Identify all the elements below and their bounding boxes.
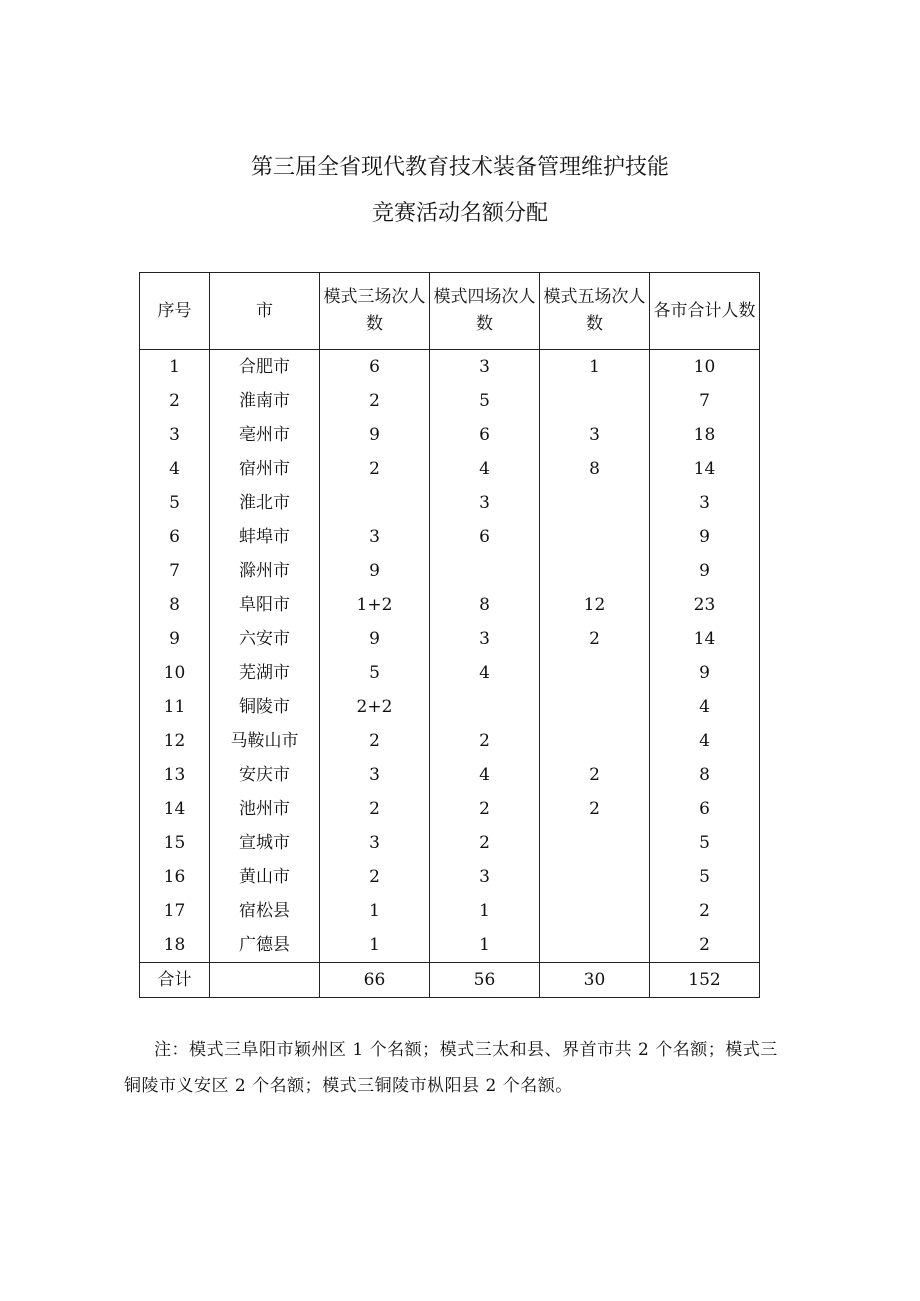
cell-mode5: 8 [540,452,650,486]
header-total: 各市合计人数 [650,273,760,350]
header-mode4: 模式四场次人数 [430,273,540,350]
cell-city: 阜阳市 [210,588,320,622]
cell-mode3: 1+2 [320,588,430,622]
table-row [140,554,760,588]
table-row [140,520,760,554]
cell-city: 淮南市 [210,384,320,418]
cell-city: 池州市 [210,792,320,826]
header-city: 市 [210,273,320,350]
table-row [140,384,760,418]
cell-total: 5 [650,826,760,860]
cell-total: 14 [650,622,760,656]
cell-total: 8 [650,758,760,792]
cell-mode5 [540,826,650,860]
cell-city: 黄山市 [210,860,320,894]
total-mode5: 30 [540,963,650,998]
cell-mode3: 2+2 [320,690,430,724]
cell-mode3 [320,486,430,520]
cell-index: 4 [140,452,210,486]
cell-mode5 [540,520,650,554]
cell-city: 铜陵市 [210,690,320,724]
cell-mode3: 1 [320,928,430,963]
table-row [140,860,760,894]
cell-total: 9 [650,554,760,588]
cell-index: 5 [140,486,210,520]
cell-total: 4 [650,690,760,724]
cell-mode4: 4 [430,656,540,690]
total-mode4: 56 [430,963,540,998]
table-row [140,894,760,928]
total-mode3: 66 [320,963,430,998]
total-row [140,963,760,998]
cell-index: 11 [140,690,210,724]
cell-index: 3 [140,418,210,452]
cell-mode5 [540,690,650,724]
cell-index: 16 [140,860,210,894]
total-label: 合计 [140,963,210,998]
table-row [140,758,760,792]
cell-index: 6 [140,520,210,554]
footnote: 注：模式三阜阳市颖州区 1 个名额；模式三太和县、界首市共 2 个名额；模式三铜陵市义安区 2 个名额；模式三铜陵市枞阳县 2 个名额。 [124,1040,778,1096]
cell-mode3: 3 [320,520,430,554]
cell-mode3: 5 [320,656,430,690]
cell-mode5: 3 [540,418,650,452]
cell-mode5: 1 [540,350,650,385]
cell-index: 18 [140,928,210,963]
table-row [140,588,760,622]
cell-city: 广德县 [210,928,320,963]
cell-mode3: 2 [320,792,430,826]
cell-mode3: 2 [320,384,430,418]
cell-index: 10 [140,656,210,690]
cell-mode3: 9 [320,622,430,656]
cell-mode5 [540,486,650,520]
cell-city: 亳州市 [210,418,320,452]
cell-total: 4 [650,724,760,758]
cell-index: 14 [140,792,210,826]
cell-mode5 [540,894,650,928]
cell-total: 14 [650,452,760,486]
cell-mode5: 12 [540,588,650,622]
cell-total: 18 [650,418,760,452]
cell-city: 马鞍山市 [210,724,320,758]
table-row [140,928,760,963]
cell-total: 3 [650,486,760,520]
cell-total: 9 [650,656,760,690]
cell-city: 安庆市 [210,758,320,792]
cell-mode3: 2 [320,860,430,894]
table-row [140,418,760,452]
cell-mode4: 1 [430,894,540,928]
header-mode3: 模式三场次人数 [320,273,430,350]
header-index: 序号 [140,273,210,350]
cell-mode3: 3 [320,758,430,792]
cell-mode3: 2 [320,724,430,758]
cell-total: 10 [650,350,760,385]
table-row [140,690,760,724]
cell-index: 13 [140,758,210,792]
cell-mode4: 5 [430,384,540,418]
quota-table [139,272,760,998]
cell-city: 淮北市 [210,486,320,520]
cell-mode5 [540,554,650,588]
cell-mode3: 2 [320,452,430,486]
table-header-row [140,273,760,350]
cell-mode5: 2 [540,758,650,792]
cell-mode5 [540,860,650,894]
cell-city: 芜湖市 [210,656,320,690]
cell-mode3: 1 [320,894,430,928]
cell-city: 六安市 [210,622,320,656]
cell-total: 2 [650,928,760,963]
cell-index: 9 [140,622,210,656]
cell-index: 1 [140,350,210,385]
cell-total: 23 [650,588,760,622]
table-row [140,452,760,486]
cell-city: 宿州市 [210,452,320,486]
document-title-line-1: 第三届全省现代教育技术装备管理维护技能 [250,155,669,180]
cell-mode4: 3 [430,622,540,656]
cell-total: 6 [650,792,760,826]
cell-mode3: 6 [320,350,430,385]
cell-mode5 [540,656,650,690]
cell-city: 蚌埠市 [210,520,320,554]
cell-mode4: 4 [430,758,540,792]
cell-mode4 [430,690,540,724]
cell-mode4: 6 [430,418,540,452]
header-mode5: 模式五场次人数 [540,273,650,350]
cell-mode4: 1 [430,928,540,963]
table-row [140,622,760,656]
cell-index: 15 [140,826,210,860]
cell-city: 合肥市 [210,350,320,385]
cell-mode3: 9 [320,554,430,588]
cell-city: 宿松县 [210,894,320,928]
cell-mode3: 3 [320,826,430,860]
cell-mode4: 3 [430,860,540,894]
table-row [140,826,760,860]
cell-mode5: 2 [540,622,650,656]
cell-total: 7 [650,384,760,418]
table-row [140,486,760,520]
cell-mode4: 6 [430,520,540,554]
cell-mode5: 2 [540,792,650,826]
cell-total: 9 [650,520,760,554]
cell-mode3: 9 [320,418,430,452]
cell-index: 7 [140,554,210,588]
cell-index: 17 [140,894,210,928]
document-title-line-2: 竞赛活动名额分配 [371,201,548,226]
cell-mode4: 4 [430,452,540,486]
cell-mode4: 2 [430,724,540,758]
cell-index: 12 [140,724,210,758]
table-row [140,724,760,758]
total-sum: 152 [650,963,760,998]
table-row [140,350,760,385]
cell-mode5 [540,928,650,963]
cell-mode4: 3 [430,350,540,385]
cell-mode5 [540,724,650,758]
cell-index: 2 [140,384,210,418]
table-row [140,656,760,690]
cell-index: 8 [140,588,210,622]
cell-total: 5 [650,860,760,894]
cell-city: 滁州市 [210,554,320,588]
table-row [140,792,760,826]
cell-mode4: 2 [430,826,540,860]
cell-mode4: 8 [430,588,540,622]
cell-city: 宣城市 [210,826,320,860]
cell-mode4: 3 [430,486,540,520]
total-city [210,963,320,998]
cell-mode4: 2 [430,792,540,826]
cell-mode4 [430,554,540,588]
cell-total: 2 [650,894,760,928]
cell-mode5 [540,384,650,418]
